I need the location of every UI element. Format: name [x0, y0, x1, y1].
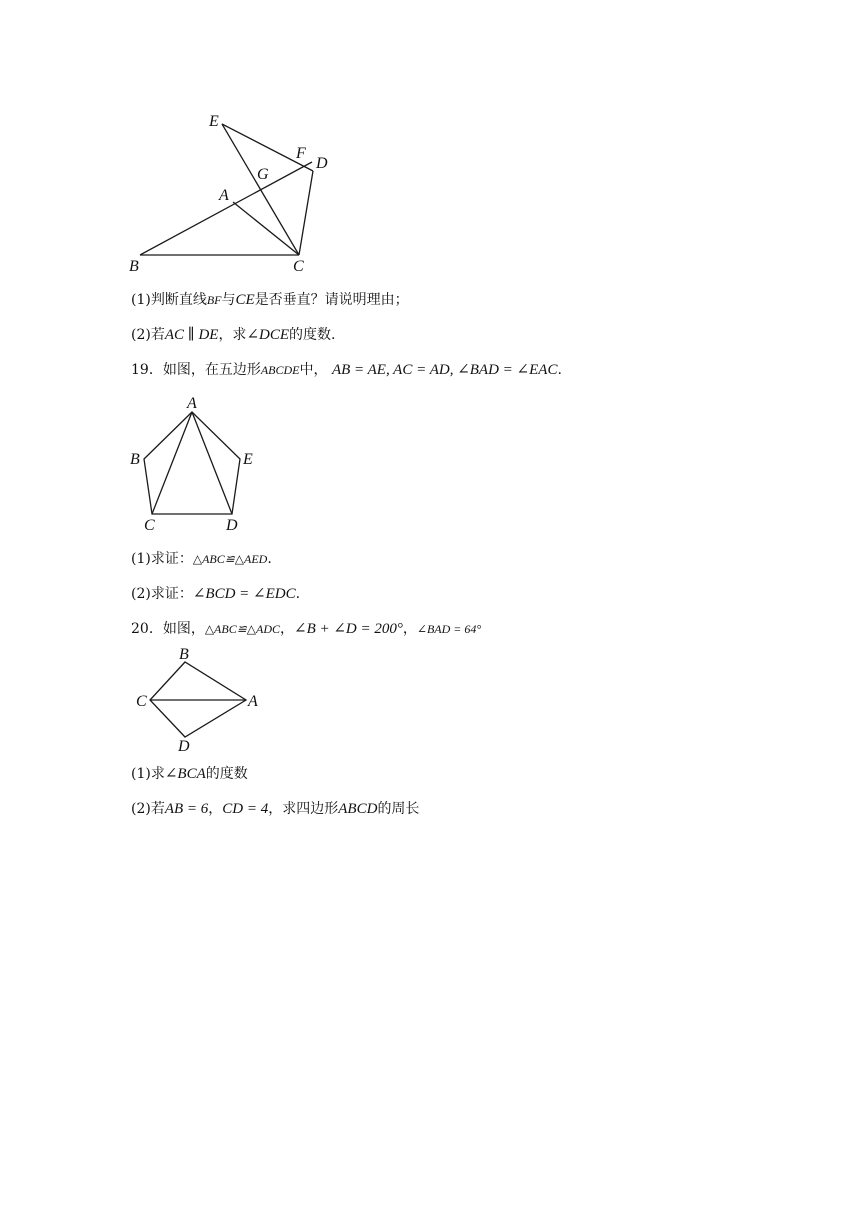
q19-part1: (1)求证：△ABC≌△AED.	[131, 551, 272, 567]
label-d-20: D	[178, 738, 190, 755]
q19-stem: 19．如图，在五边形ABCDE中， AB = AE, AC = AD, ∠BAD = ∠EAC.	[131, 362, 562, 378]
label-g: G	[257, 166, 269, 183]
label-a-19: A	[187, 395, 197, 412]
label-a: A	[219, 187, 229, 204]
label-c-19: C	[144, 517, 155, 534]
label-e: E	[209, 113, 219, 130]
label-a-20: A	[248, 693, 258, 710]
label-b: B	[129, 258, 139, 275]
q20-part1: (1)求∠BCA的度数	[131, 766, 248, 782]
q20-part2: (2)若AB = 6，CD = 4，求四边形ABCD的周长	[131, 801, 420, 817]
q18-part2: (2)若AC ∥ DE，求∠DCE的度数.	[131, 327, 336, 343]
q20-stem: 20．如图，△ABC≌△ADC，∠B + ∠D = 200°，∠BAD = 64°	[131, 621, 482, 637]
q19-part2: (2)求证：∠BCD = ∠EDC.	[131, 586, 301, 602]
label-b-20: B	[179, 646, 189, 663]
label-c: C	[293, 258, 304, 275]
label-f: F	[296, 145, 306, 162]
label-e-19: E	[243, 451, 253, 468]
label-d-19: D	[226, 517, 238, 534]
label-c-20: C	[136, 693, 147, 710]
label-b-19: B	[130, 451, 140, 468]
q18-part1: (1)判断直线BF与CE是否垂直？请说明理由；	[131, 292, 409, 308]
label-d: D	[316, 155, 328, 172]
